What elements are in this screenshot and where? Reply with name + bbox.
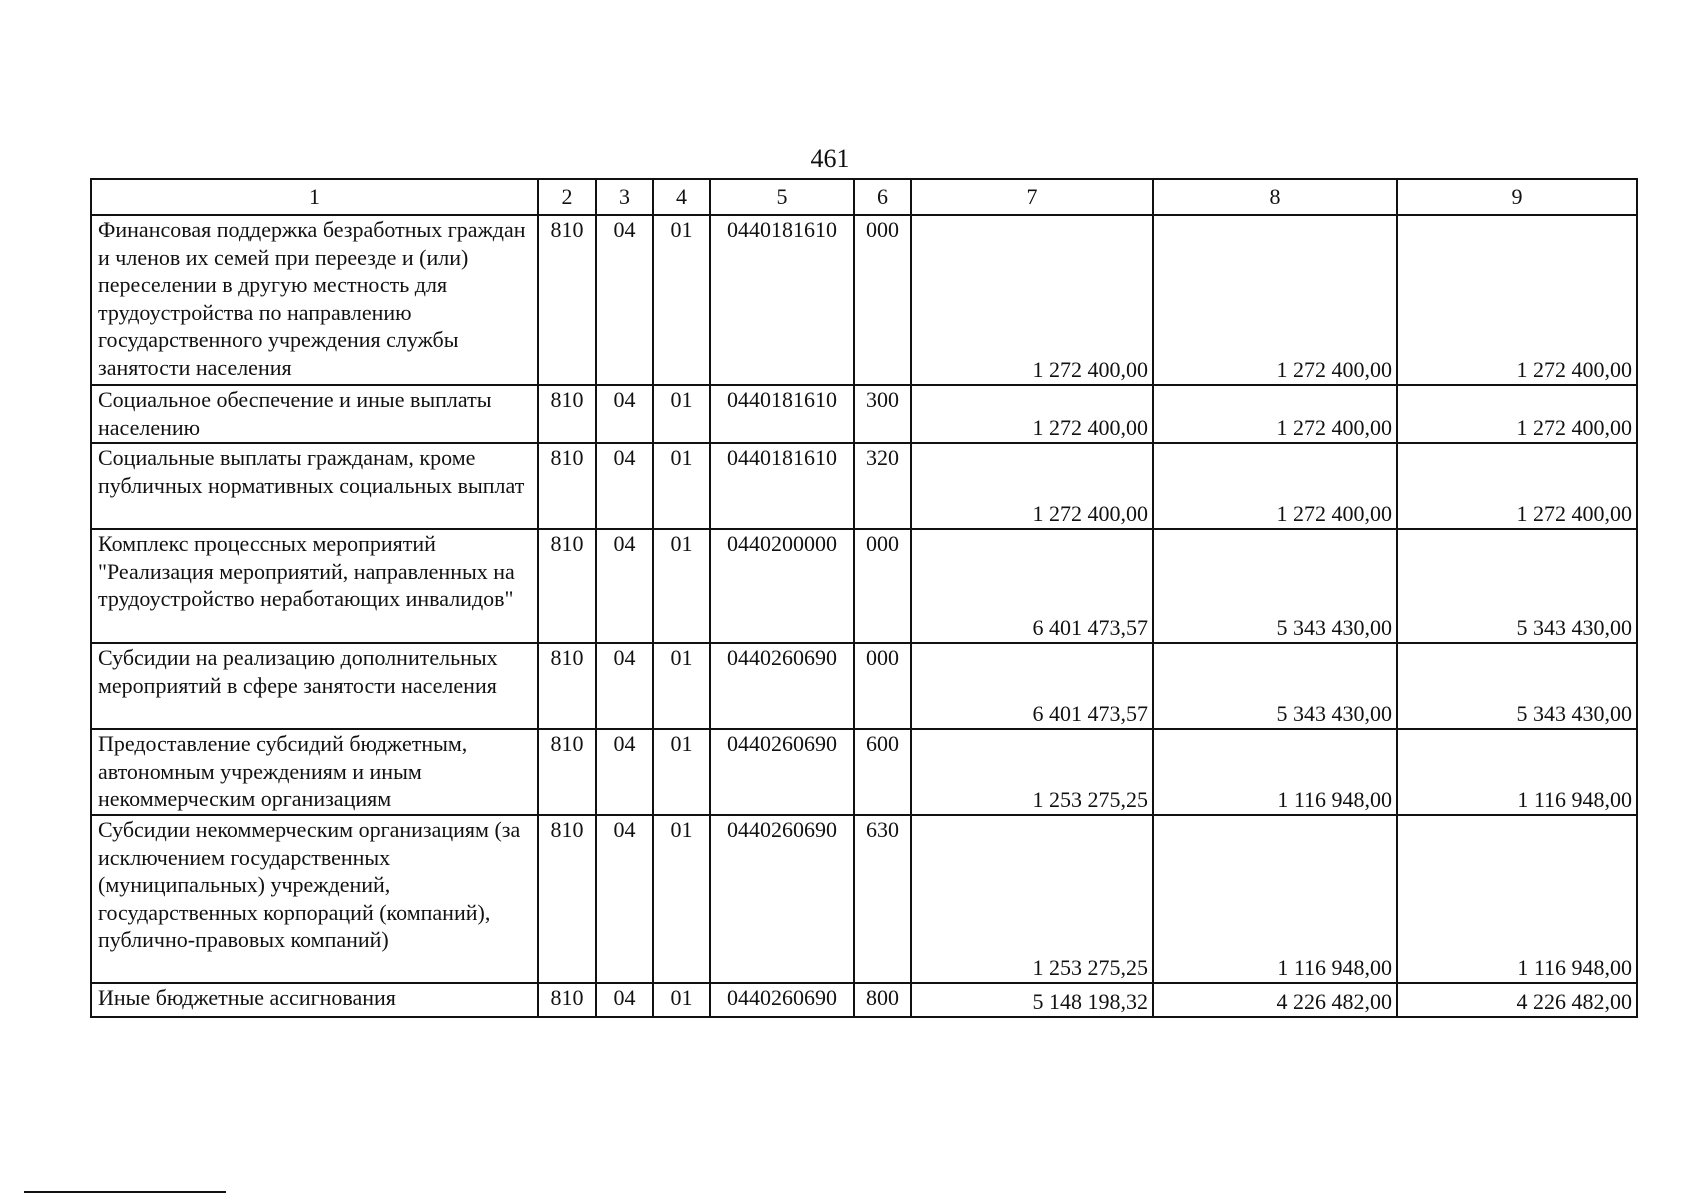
row-code-4: 01 xyxy=(653,643,710,729)
row-code-6: 800 xyxy=(854,983,911,1017)
row-amount-8: 1 116 948,00 xyxy=(1153,815,1397,983)
footnote-separator-line xyxy=(24,1191,226,1193)
table-row xyxy=(91,385,1637,443)
row-amount-7: 1 272 400,00 xyxy=(911,385,1153,443)
column-header-1: 1 xyxy=(91,179,538,215)
row-name: Предоставление субсидий бюджетным, автономным учреждениям и иным некоммерческим организациям xyxy=(91,729,538,815)
row-amount-8: 5 343 430,00 xyxy=(1153,643,1397,729)
row-code-5: 0440260690 xyxy=(710,983,854,1017)
row-code-5: 0440181610 xyxy=(710,443,854,529)
row-amount-7: 6 401 473,57 xyxy=(911,529,1153,643)
row-code-5: 0440200000 xyxy=(710,529,854,643)
table-row xyxy=(91,215,1637,385)
row-amount-8: 1 116 948,00 xyxy=(1153,729,1397,815)
row-code-6: 600 xyxy=(854,729,911,815)
row-code-3: 04 xyxy=(596,643,653,729)
table-row xyxy=(91,729,1637,815)
table-row xyxy=(91,529,1637,643)
row-code-3: 04 xyxy=(596,215,653,385)
row-code-2: 810 xyxy=(538,529,596,643)
row-name: Иные бюджетные ассигнования xyxy=(91,983,538,1017)
row-amount-9: 1 272 400,00 xyxy=(1397,443,1637,529)
row-code-6: 630 xyxy=(854,815,911,983)
table-row xyxy=(91,643,1637,729)
row-code-5: 0440181610 xyxy=(710,385,854,443)
column-header-9: 9 xyxy=(1397,179,1637,215)
column-header-5: 5 xyxy=(710,179,854,215)
row-code-5: 0440181610 xyxy=(710,215,854,385)
row-code-5: 0440260690 xyxy=(710,643,854,729)
row-amount-9: 1 272 400,00 xyxy=(1397,215,1637,385)
row-amount-8: 4 226 482,00 xyxy=(1153,983,1397,1017)
table-row xyxy=(91,815,1637,983)
column-header-2: 2 xyxy=(538,179,596,215)
row-name: Финансовая поддержка безработных граждан и членов их семей при переезде и (или) переселении в другую местность для трудоустройства по направлению государственного учреждения службы занятости населения xyxy=(91,215,538,385)
row-code-2: 810 xyxy=(538,729,596,815)
row-code-5: 0440260690 xyxy=(710,815,854,983)
row-amount-9: 4 226 482,00 xyxy=(1397,983,1637,1017)
row-code-2: 810 xyxy=(538,385,596,443)
row-amount-9: 1 272 400,00 xyxy=(1397,385,1637,443)
row-code-6: 000 xyxy=(854,643,911,729)
row-code-4: 01 xyxy=(653,529,710,643)
row-code-4: 01 xyxy=(653,983,710,1017)
column-header-3: 3 xyxy=(596,179,653,215)
row-code-6: 000 xyxy=(854,215,911,385)
row-amount-8: 5 343 430,00 xyxy=(1153,529,1397,643)
column-header-4: 4 xyxy=(653,179,710,215)
row-name: Социальные выплаты гражданам, кроме публичных нормативных социальных выплат xyxy=(91,443,538,529)
budget-table xyxy=(90,178,1638,1018)
table-header-row xyxy=(91,179,1637,215)
row-code-6: 300 xyxy=(854,385,911,443)
row-code-2: 810 xyxy=(538,815,596,983)
row-name: Субсидии на реализацию дополнительных мероприятий в сфере занятости населения xyxy=(91,643,538,729)
row-code-3: 04 xyxy=(596,815,653,983)
row-code-4: 01 xyxy=(653,385,710,443)
row-amount-7: 1 272 400,00 xyxy=(911,215,1153,385)
table-row xyxy=(91,443,1637,529)
row-code-2: 810 xyxy=(538,215,596,385)
row-code-2: 810 xyxy=(538,643,596,729)
row-name: Комплекс процессных мероприятий "Реализация мероприятий, направленных на трудоустройство неработающих инвалидов" xyxy=(91,529,538,643)
row-code-2: 810 xyxy=(538,443,596,529)
column-header-8: 8 xyxy=(1153,179,1397,215)
row-code-2: 810 xyxy=(538,983,596,1017)
row-code-6: 320 xyxy=(854,443,911,529)
row-code-3: 04 xyxy=(596,443,653,529)
row-amount-9: 5 343 430,00 xyxy=(1397,643,1637,729)
column-header-7: 7 xyxy=(911,179,1153,215)
table-row xyxy=(91,983,1637,1017)
row-code-3: 04 xyxy=(596,385,653,443)
row-code-4: 01 xyxy=(653,729,710,815)
page-number: 461 xyxy=(810,144,850,173)
row-amount-7: 1 272 400,00 xyxy=(911,443,1153,529)
row-code-6: 000 xyxy=(854,529,911,643)
row-code-3: 04 xyxy=(596,983,653,1017)
row-name: Субсидии некоммерческим организациям (за исключением государственных (муниципальных) учреждений, государственных корпораций (компаний), публично-правовых компаний) xyxy=(91,815,538,983)
column-header-6: 6 xyxy=(854,179,911,215)
row-name: Социальное обеспечение и иные выплаты населению xyxy=(91,385,538,443)
row-amount-9: 5 343 430,00 xyxy=(1397,529,1637,643)
row-amount-9: 1 116 948,00 xyxy=(1397,815,1637,983)
row-amount-7: 6 401 473,57 xyxy=(911,643,1153,729)
row-code-5: 0440260690 xyxy=(710,729,854,815)
row-code-3: 04 xyxy=(596,729,653,815)
row-amount-8: 1 272 400,00 xyxy=(1153,443,1397,529)
row-code-4: 01 xyxy=(653,815,710,983)
row-code-4: 01 xyxy=(653,215,710,385)
row-amount-7: 1 253 275,25 xyxy=(911,815,1153,983)
row-code-3: 04 xyxy=(596,529,653,643)
row-amount-7: 5 148 198,32 xyxy=(911,983,1153,1017)
row-amount-9: 1 116 948,00 xyxy=(1397,729,1637,815)
row-amount-8: 1 272 400,00 xyxy=(1153,215,1397,385)
row-amount-7: 1 253 275,25 xyxy=(911,729,1153,815)
row-amount-8: 1 272 400,00 xyxy=(1153,385,1397,443)
row-code-4: 01 xyxy=(653,443,710,529)
